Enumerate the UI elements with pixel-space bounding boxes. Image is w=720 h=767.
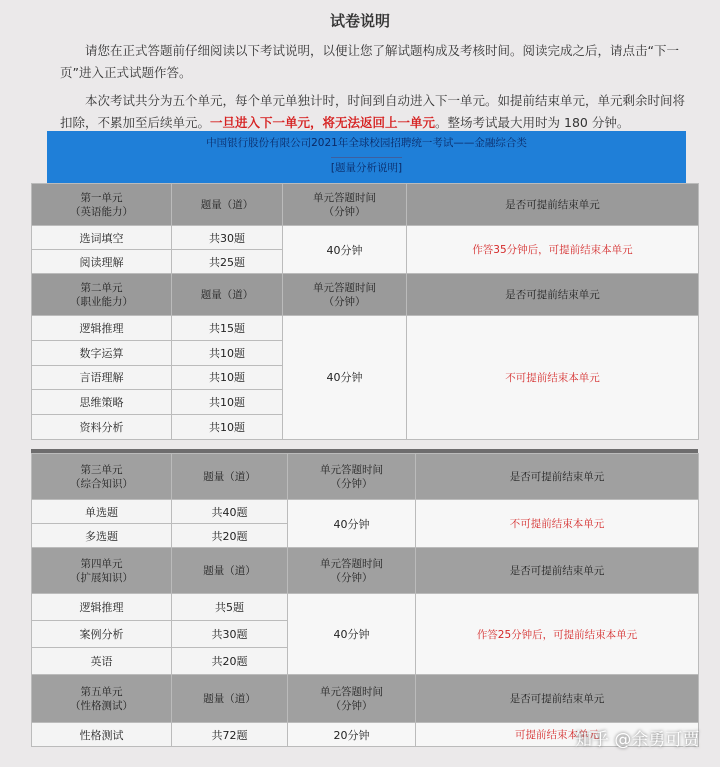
- section-name: 言语理解: [32, 365, 172, 390]
- early-finish-header: 是否可提前结束单元: [416, 454, 699, 500]
- question-count: 共10题: [172, 415, 283, 440]
- unit-header-row: [32, 548, 699, 594]
- unit-name: 第三单元: [80, 463, 123, 476]
- unit-subtitle: （职业能力）: [70, 295, 133, 308]
- unit-subtitle: （英语能力）: [70, 205, 133, 218]
- section-name: 单选题: [32, 500, 172, 524]
- time-header: 单元答题时间: [313, 281, 376, 294]
- section-name: 资料分析: [32, 415, 172, 440]
- question-count: 共10题: [172, 390, 283, 415]
- time-header: 单元答题时间: [313, 191, 376, 204]
- count-header: 题量（道）: [172, 548, 288, 594]
- question-count: 共10题: [172, 365, 283, 390]
- time-header: 单元答题时间: [320, 463, 383, 476]
- count-header: 题量（道）: [172, 454, 288, 500]
- section-name: 性格测试: [32, 723, 172, 747]
- unit-name: 第四单元: [80, 557, 123, 570]
- section-name: 数字运算: [32, 340, 172, 365]
- count-header: 题量（道）: [172, 184, 283, 226]
- time-header: 单元答题时间: [320, 557, 383, 570]
- question-count: 共5题: [172, 594, 288, 621]
- question-count: 共25题: [172, 250, 283, 274]
- unit-time: 40分钟: [288, 500, 416, 548]
- exam-table-bottom: [31, 453, 699, 747]
- question-count: 共10题: [172, 340, 283, 365]
- unit-time: 20分钟: [288, 723, 416, 747]
- exam-banner: [47, 131, 686, 183]
- unit-subtitle: （扩展知识）: [70, 571, 133, 584]
- time-header-unit: （分钟）: [330, 699, 373, 712]
- unit-header-row: [32, 274, 699, 316]
- count-header: 题量（道）: [172, 274, 283, 316]
- early-finish-header: 是否可提前结束单元: [407, 184, 699, 226]
- table-row: [32, 594, 699, 621]
- unit-name: 第二单元: [80, 281, 123, 294]
- question-count: 共40题: [172, 500, 288, 524]
- question-count: 共72题: [172, 723, 288, 747]
- unit-name-cell: [32, 454, 172, 500]
- watermark: 知乎 @余勇可贾: [575, 730, 700, 750]
- time-header-cell: [288, 675, 416, 723]
- early-finish-note: 不可提前结束本单元: [416, 500, 699, 548]
- unit-name-cell: [32, 675, 172, 723]
- rules-tail: 。整场考试最大用时为 180 分钟。: [435, 115, 630, 130]
- unit-time: 40分钟: [283, 226, 407, 274]
- time-header-unit: （分钟）: [323, 295, 366, 308]
- unit-name-cell: [32, 274, 172, 316]
- section-name: 阅读理解: [32, 250, 172, 274]
- unit-header-row: [32, 675, 699, 723]
- question-count: 共15题: [172, 316, 283, 341]
- rules-paragraph: [60, 90, 690, 134]
- rules-text: 本次考试共分为五个单元，每个单元单独计时，时间到自动进入下一单元。如提前结束单元，单元剩余时间将扣除，不累加至后续单元。: [60, 93, 686, 130]
- unit-time: 40分钟: [288, 594, 416, 675]
- early-finish-header: 是否可提前结束单元: [407, 274, 699, 316]
- question-count: 共30题: [172, 621, 288, 648]
- early-finish-note: 作答25分钟后，可提前结束本单元: [416, 594, 699, 675]
- time-header-unit: （分钟）: [330, 477, 373, 490]
- page-title: 试卷说明: [329, 12, 390, 30]
- time-header-cell: [288, 548, 416, 594]
- unit-subtitle: （性格测试）: [70, 699, 133, 712]
- table-row: [32, 316, 699, 341]
- early-finish-note: 作答35分钟后，可提前结束本单元: [407, 226, 699, 274]
- time-header-cell: [288, 454, 416, 500]
- section-name: 英语: [32, 648, 172, 675]
- unit-name-cell: [32, 184, 172, 226]
- time-header: 单元答题时间: [320, 685, 383, 698]
- section-name: 逻辑推理: [32, 316, 172, 341]
- rules-warning: 一旦进入下一单元，将无法返回上一单元: [210, 115, 436, 130]
- section-name: 思维策略: [32, 390, 172, 415]
- table-row: [32, 500, 699, 524]
- unit-header-row: [32, 454, 699, 500]
- section-name: 案例分析: [32, 621, 172, 648]
- question-count: 共30题: [172, 226, 283, 250]
- intro-paragraph: 请您在正式答题前仔细阅读以下考试说明，以便让您了解试题构成及考核时间。阅读完成之后，请点击“下一页”进入正式试题作答。: [60, 43, 679, 80]
- unit-name: 第五单元: [80, 685, 123, 698]
- section-name: 多选题: [32, 524, 172, 548]
- question-count: 共20题: [172, 524, 288, 548]
- banner-subtitle: [题量分析说明]: [331, 157, 402, 175]
- early-finish-note: 可提前结束本单元: [416, 723, 699, 747]
- time-header-cell: [283, 184, 407, 226]
- unit-name-cell: [32, 548, 172, 594]
- early-finish-header: 是否可提前结束单元: [416, 548, 699, 594]
- time-header-unit: （分钟）: [323, 205, 366, 218]
- question-count: 共20题: [172, 648, 288, 675]
- early-finish-note: 不可提前结束本单元: [407, 316, 699, 440]
- time-header-unit: （分钟）: [330, 571, 373, 584]
- unit-header-row: [32, 184, 699, 226]
- unit-subtitle: （综合知识）: [70, 477, 133, 490]
- unit-name: 第一单元: [80, 191, 123, 204]
- early-finish-header: 是否可提前结束单元: [416, 675, 699, 723]
- unit-time: 40分钟: [283, 316, 407, 440]
- section-name: 逻辑推理: [32, 594, 172, 621]
- count-header: 题量（道）: [172, 675, 288, 723]
- section-name: 选词填空: [32, 226, 172, 250]
- time-header-cell: [283, 274, 407, 316]
- banner-title: 中国银行股份有限公司2021年全球校园招聘统一考试——金融综合类: [206, 137, 527, 149]
- exam-table-top: [31, 183, 699, 440]
- table-row: [32, 226, 699, 250]
